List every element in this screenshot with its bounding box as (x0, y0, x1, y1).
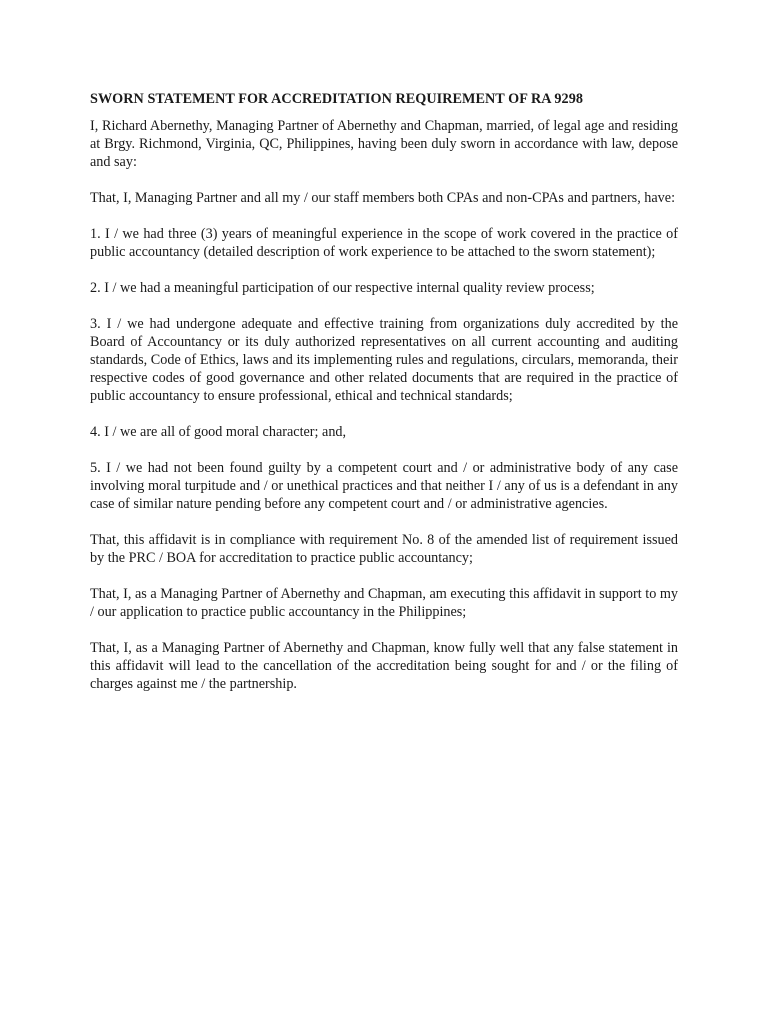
list-item: 2. I / we had a meaningful participation of our respective internal quality review process; (90, 280, 595, 296)
preamble-paragraph: That, I, Managing Partner and all my / our staff members both CPAs and non-CPAs and partners, have: (90, 190, 676, 206)
intro-paragraph: I, Richard Abernethy, Managing Partner of Abernethy and Chapman, married, of legal age and residing at Brgy. Richmond, Virginia, QC, Philippines, having been duly sworn in accordance with law, depose and say: (90, 118, 678, 170)
list-item: 3. I / we had undergone adequate and effective training from organizations duly accredited by the Board of Accountancy or its duly authorized representatives on all current accounting and auditing standards, Code of Ethics, laws and its implementing rules and regulations, circulars, memoranda, their respective codes of good governance and other related documents that are required in the practice of public accountancy to ensure professional, ethical and technical standards; (90, 316, 678, 404)
list-item: 1. I / we had three (3) years of meaningful experience in the scope of work covered in the practice of public accountancy (detailed description of work experience to be attached to the sworn statement); (90, 226, 678, 260)
closing-paragraph: That, this affidavit is in compliance with requirement No. 8 of the amended list of requirement issued by the PRC / BOA for accreditation to practice public accountancy; (90, 532, 678, 566)
list-item: 4. I / we are all of good moral character; and, (90, 424, 347, 440)
document-title: SWORN STATEMENT FOR ACCREDITATION REQUIREMENT OF RA 9298 (90, 91, 583, 107)
closing-paragraph: That, I, as a Managing Partner of Abernethy and Chapman, know fully well that any false statement in this affidavit will lead to the cancellation of the accreditation being sought for and / or the filing of charges against me / the partnership. (90, 640, 678, 692)
document-page (90, 90, 678, 711)
closing-paragraph: That, I, as a Managing Partner of Abernethy and Chapman, am executing this affidavit in support to my / our application to practice public accountancy in the Philippines; (90, 586, 678, 620)
list-item: 5. I / we had not been found guilty by a competent court and / or administrative body of any case involving moral turpitude and / or unethical practices and that neither I / any of us is a defendant in any case of similar nature pending before any competent court and / or administrative agencies. (90, 460, 678, 512)
